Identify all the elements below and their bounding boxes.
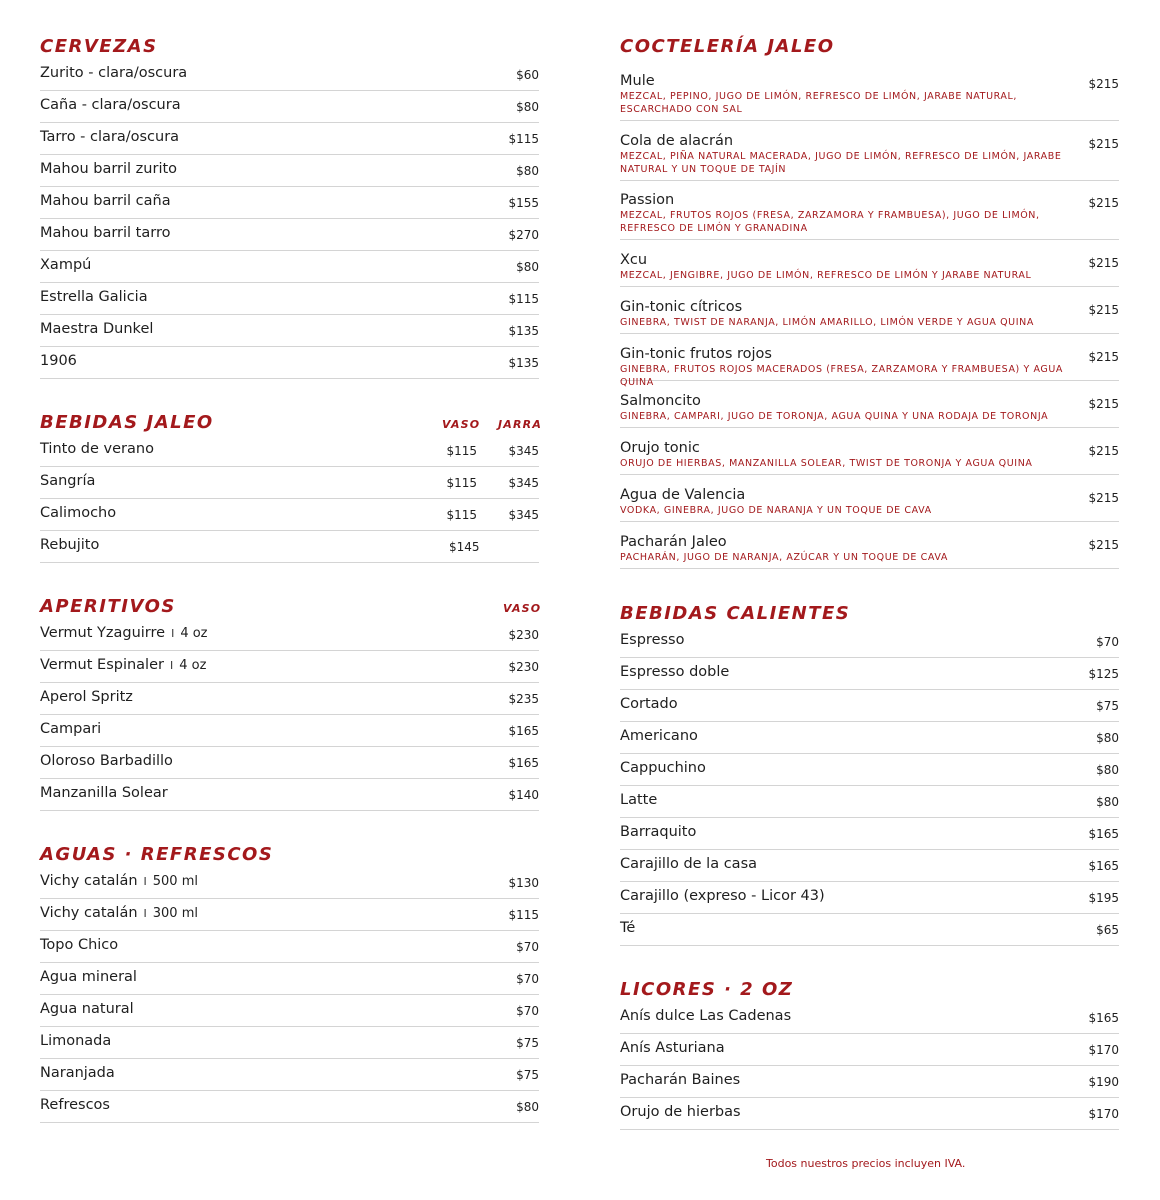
cocktail-price: $215	[1088, 303, 1119, 317]
cocktail-name: Pacharán Jaleo	[620, 534, 727, 550]
section-title-bebidas-jaleo: BEBIDAS JALEO	[40, 412, 214, 433]
menu-row	[40, 619, 539, 651]
menu-row	[40, 747, 539, 779]
item-name-group	[620, 824, 696, 840]
cocktail-price: $215	[1088, 196, 1119, 210]
cocktail-description: MEZCAL, JENGIBRE, JUGO DE LIMÓN, REFRESCO DE LIMÓN Y JARABE NATURAL	[620, 270, 1032, 281]
menu-row	[40, 899, 539, 931]
item-name-group	[40, 225, 170, 241]
item-name-group	[40, 969, 137, 985]
item-price: $115	[508, 908, 539, 922]
cocktail-description: GINEBRA, TWIST DE NARANJA, LIMÓN AMARILLO, LIMÓN VERDE Y AGUA QUINA	[620, 317, 1034, 328]
item-name: Anís Asturiana	[620, 1040, 725, 1056]
cocktail-price: $215	[1088, 137, 1119, 151]
item-price: $75	[516, 1036, 539, 1050]
item-price: $140	[508, 788, 539, 802]
footer-note: Todos nuestros precios incluyen IVA.	[766, 1157, 966, 1170]
column-header-jarra: JARRA	[498, 418, 543, 431]
item-name-group	[40, 785, 168, 801]
menu-row	[40, 347, 539, 379]
item-name: Espresso doble	[620, 664, 730, 680]
item-price-vaso: $115	[446, 476, 477, 490]
item-name: Zurito - clara/oscura	[40, 65, 188, 81]
menu-row	[620, 626, 1119, 658]
item-price: $165	[508, 724, 539, 738]
menu-row	[40, 963, 539, 995]
item-name-group	[40, 753, 173, 769]
item-name: Naranjada	[40, 1065, 115, 1081]
item-name: Estrella Galicia	[40, 289, 148, 305]
item-name: Agua mineral	[40, 969, 137, 985]
menu-row	[620, 850, 1119, 882]
column-header-vaso: VASO	[442, 418, 481, 431]
cocktail-name: Passion	[620, 192, 675, 208]
cocktail-description: VODKA, GINEBRA, JUGO DE NARANJA Y UN TOQUE DE CAVA	[620, 505, 932, 516]
item-name-group	[40, 257, 91, 273]
item-price: $80	[516, 100, 539, 114]
item-name-group	[40, 65, 187, 81]
item-name: Caña - clara/oscura	[40, 97, 181, 113]
menu-row	[620, 882, 1119, 914]
menu-row	[40, 1091, 539, 1123]
item-name-group	[40, 905, 198, 921]
item-name: Vermut Yzaguirre	[40, 625, 166, 641]
item-name: Latte	[620, 792, 658, 808]
menu-row	[40, 155, 539, 187]
cocktail-price: $215	[1088, 538, 1119, 552]
item-name-group	[40, 97, 181, 113]
section-title-licores: LICORES · 2 OZ	[620, 979, 794, 1000]
item-price: $165	[1088, 1011, 1119, 1025]
item-price: $190	[1088, 1075, 1119, 1089]
item-name: Refrescos	[40, 1097, 110, 1113]
menu-row	[40, 1027, 539, 1059]
menu-row	[40, 123, 539, 155]
item-name-group	[40, 689, 133, 705]
item-name: Maestra Dunkel	[40, 321, 154, 337]
item-name-group	[40, 625, 208, 641]
item-name: Mahou barril zurito	[40, 161, 178, 177]
menu-row	[40, 931, 539, 963]
cocktail-row	[620, 487, 1119, 522]
item-name: Agua natural	[40, 1001, 134, 1017]
item-name-group	[620, 696, 678, 712]
menu-row	[40, 683, 539, 715]
item-name: Espresso	[620, 632, 685, 648]
section-title-cocteleria: COCTELERÍA JALEO	[620, 36, 835, 57]
cocktail-price: $215	[1088, 397, 1119, 411]
item-name: Vichy catalán	[40, 873, 138, 889]
item-name: Americano	[620, 728, 698, 744]
cocktail-row	[620, 192, 1119, 240]
item-name-group	[620, 888, 825, 904]
item-name-group	[620, 1008, 791, 1024]
menu-row	[40, 91, 539, 123]
item-name: Orujo de hierbas	[620, 1104, 741, 1120]
item-name: Manzanilla Solear	[40, 785, 168, 801]
item-name: Anís dulce Las Cadenas	[620, 1008, 792, 1024]
cocktail-name: Gin-tonic frutos rojos	[620, 346, 772, 362]
item-name-group	[620, 792, 657, 808]
item-name-group	[40, 937, 118, 953]
menu-row	[40, 219, 539, 251]
cocktail-name: Salmoncito	[620, 393, 701, 409]
item-name: Limonada	[40, 1033, 112, 1049]
menu-row	[620, 1098, 1119, 1130]
item-name-group	[620, 856, 757, 872]
unit-separator: I	[169, 659, 174, 672]
item-price: $170	[1088, 1107, 1119, 1121]
item-price: $170	[1088, 1043, 1119, 1057]
item-price-jarra: $345	[508, 476, 539, 490]
item-price: $125	[1088, 667, 1119, 681]
item-price: $80	[1096, 763, 1119, 777]
item-price: $115	[508, 292, 539, 306]
menu-row	[40, 1059, 539, 1091]
menu-row	[620, 1002, 1119, 1034]
menu-row	[40, 283, 539, 315]
item-price: $235	[508, 692, 539, 706]
item-name-group	[620, 1040, 725, 1056]
item-price: $60	[516, 68, 539, 82]
cocktail-description: MEZCAL, PEPINO, JUGO DE LIMÓN, REFRESCO DE LIMÓN, JARABE NATURAL, ESCARCHADO CON SAL	[620, 91, 1018, 115]
item-price: $70	[516, 940, 539, 954]
section-title-aperitivos: APERITIVOS	[40, 596, 176, 617]
item-name-group	[40, 1033, 111, 1049]
item-price: $70	[1096, 635, 1119, 649]
menu-row	[40, 499, 539, 531]
item-name-group	[40, 657, 206, 673]
item-name: Sangría	[40, 473, 96, 489]
item-name-group	[620, 1072, 740, 1088]
unit-separator: I	[143, 875, 147, 888]
item-name-group	[40, 161, 177, 177]
item-name-group	[620, 632, 684, 648]
menu-row	[620, 786, 1119, 818]
item-price: $70	[516, 972, 539, 986]
column-header-vaso-aperitivos: VASO	[503, 602, 542, 615]
menu-row	[40, 867, 539, 899]
item-name: Tinto de verano	[40, 441, 154, 457]
item-name: Xampú	[40, 257, 92, 273]
menu-row	[620, 754, 1119, 786]
item-price: $155	[508, 196, 539, 210]
item-price: $80	[516, 1100, 539, 1114]
cocktail-name: Xcu	[620, 252, 648, 268]
item-name-group	[620, 920, 635, 936]
menu-row	[620, 1066, 1119, 1098]
item-price: $80	[1096, 731, 1119, 745]
cocktail-name: Agua de Valencia	[620, 487, 746, 503]
cocktail-description: PACHARÁN, JUGO DE NARANJA, AZÚCAR Y UN TOQUE DE CAVA	[620, 552, 948, 563]
item-name: Topo Chico	[40, 937, 119, 953]
item-price: $75	[516, 1068, 539, 1082]
item-price: $80	[516, 260, 539, 274]
item-name: 1906	[40, 353, 77, 369]
item-price: $165	[1088, 827, 1119, 841]
item-price-vaso: $115	[446, 444, 477, 458]
cocktail-description: GINEBRA, CAMPARI, JUGO DE TORONJA, AGUA QUINA Y UNA RODAJA DE TORONJA	[620, 411, 1049, 422]
item-name-group	[40, 321, 153, 337]
menu-row	[40, 715, 539, 747]
item-name-group	[620, 728, 698, 744]
item-name: Vermut Espinaler	[40, 657, 164, 673]
cocktail-row	[620, 73, 1119, 121]
item-name: Mahou barril caña	[40, 193, 171, 209]
menu-row	[40, 651, 539, 683]
item-name: Té	[620, 920, 636, 936]
menu-row	[40, 531, 539, 563]
item-price: $70	[516, 1004, 539, 1018]
item-unit: 4 oz	[180, 626, 208, 641]
item-price: $75	[1096, 699, 1119, 713]
item-name-group	[40, 289, 148, 305]
item-name-group	[620, 1104, 741, 1120]
section-title-aguas: AGUAS · REFRESCOS	[40, 844, 274, 865]
item-price: $230	[508, 628, 539, 642]
item-name-group	[40, 873, 198, 889]
item-price: $80	[516, 164, 539, 178]
item-unit: 300 ml	[152, 906, 198, 921]
cocktail-row	[620, 346, 1119, 388]
cocktail-row	[620, 534, 1119, 569]
item-name: Cortado	[620, 696, 678, 712]
item-name: Oloroso Barbadillo	[40, 753, 173, 769]
menu-row	[620, 914, 1119, 946]
item-name-group	[40, 1097, 110, 1113]
cocktail-price: $215	[1088, 77, 1119, 91]
menu-row	[40, 779, 539, 811]
item-price: $65	[1096, 923, 1119, 937]
item-name-group	[40, 129, 179, 145]
unit-separator: I	[143, 907, 147, 920]
cocktail-name: Orujo tonic	[620, 440, 700, 456]
cocktail-price: $215	[1088, 256, 1119, 270]
cocktail-price: $215	[1088, 350, 1119, 364]
cocktail-description: MEZCAL, FRUTOS ROJOS (FRESA, ZARZAMORA Y FRAMBUESA), JUGO DE LIMÓN, REFRESCO DE LIMÓN Y GRANADINA	[620, 210, 1040, 234]
item-name: Pacharán Baines	[620, 1072, 741, 1088]
item-price: $165	[508, 756, 539, 770]
item-name: Tarro - clara/oscura	[40, 129, 180, 145]
section-title-calientes: BEBIDAS CALIENTES	[620, 603, 851, 624]
item-name-group	[40, 193, 171, 209]
item-name: Vichy catalán	[40, 905, 138, 921]
menu-row	[620, 722, 1119, 754]
cocktail-price: $215	[1088, 444, 1119, 458]
menu-row	[40, 315, 539, 347]
cocktail-description: MEZCAL, PIÑA NATURAL MACERADA, JUGO DE LIMÓN, REFRESCO DE LIMÓN, JARABE NATURAL Y UN TOQUE DE TAJÍN	[620, 151, 1062, 175]
cocktail-row	[620, 393, 1119, 428]
cocktail-name: Gin-tonic cítricos	[620, 299, 743, 315]
item-name: Carajillo (expreso - Licor 43)	[620, 888, 825, 904]
item-name-group	[40, 1001, 134, 1017]
item-price: $80	[1096, 795, 1119, 809]
item-price: $135	[508, 324, 539, 338]
cocktail-row	[620, 299, 1119, 334]
item-name: Calimocho	[40, 505, 117, 521]
unit-separator: I	[171, 627, 175, 640]
item-price: $135	[508, 356, 539, 370]
menu-row	[620, 818, 1119, 850]
item-name: Aperol Spritz	[40, 689, 133, 705]
cocktail-row	[620, 440, 1119, 475]
item-price: $115	[508, 132, 539, 146]
item-price: $270	[508, 228, 539, 242]
item-price-vaso: $145	[449, 540, 480, 554]
menu-row	[40, 59, 539, 91]
menu-row	[620, 1034, 1119, 1066]
item-name: Mahou barril tarro	[40, 225, 171, 241]
item-price: $130	[508, 876, 539, 890]
item-price: $195	[1088, 891, 1119, 905]
item-name-group	[40, 721, 101, 737]
item-name-group	[620, 664, 729, 680]
item-name-group	[40, 353, 77, 369]
item-name: Carajillo de la casa	[620, 856, 758, 872]
item-name-group	[620, 760, 706, 776]
item-price-jarra: $345	[508, 444, 539, 458]
item-unit: 500 ml	[152, 874, 198, 889]
section-title-cervezas: CERVEZAS	[40, 36, 158, 57]
menu-row	[40, 187, 539, 219]
cocktail-description: GINEBRA, FRUTOS ROJOS MACERADOS (FRESA, ZARZAMORA Y FRAMBUESA) Y AGUA QUINA	[620, 364, 1064, 388]
item-price: $230	[508, 660, 539, 674]
item-price-vaso: $115	[446, 508, 477, 522]
item-name-group	[40, 1065, 115, 1081]
menu-row	[40, 435, 539, 467]
cocktail-row	[620, 133, 1119, 181]
item-name: Rebujito	[40, 537, 100, 553]
item-name: Cappuchino	[620, 760, 706, 776]
menu-row	[40, 995, 539, 1027]
cocktail-price: $215	[1088, 491, 1119, 505]
cocktail-name: Cola de alacrán	[620, 133, 734, 149]
item-price-jarra: $345	[508, 508, 539, 522]
menu-row	[620, 690, 1119, 722]
item-name: Campari	[40, 721, 102, 737]
item-name: Barraquito	[620, 824, 697, 840]
cocktail-row	[620, 252, 1119, 287]
menu-row	[620, 658, 1119, 690]
menu-row	[40, 467, 539, 499]
menu-row	[40, 251, 539, 283]
cocktail-name: Mule	[620, 73, 655, 89]
item-price: $165	[1088, 859, 1119, 873]
cocktail-description: ORUJO DE HIERBAS, MANZANILLA SOLEAR, TWIST DE TORONJA Y AGUA QUINA	[620, 458, 1033, 469]
item-unit: 4 oz	[179, 658, 207, 673]
